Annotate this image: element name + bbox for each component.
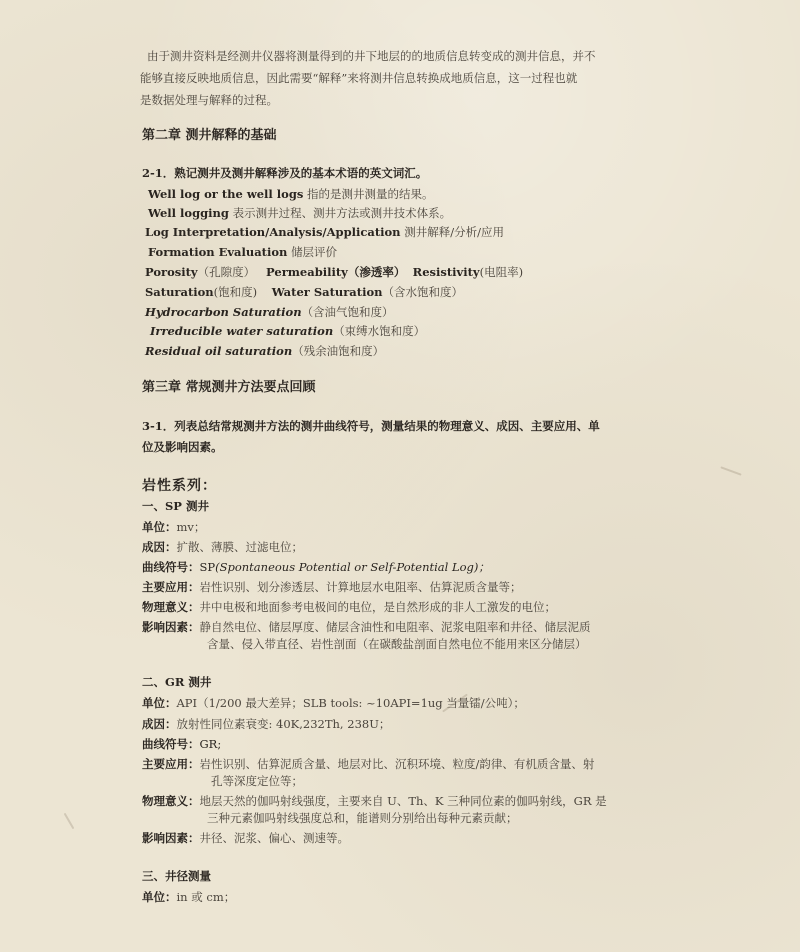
gr-cause: [142, 716, 390, 732]
field-value: 扩散、薄膜、过滤电位；: [176, 540, 303, 554]
field-label: 单位：: [142, 696, 177, 710]
field-value: 地层天然的伽吗射线强度，主要来自 U、Th、K 三种同位素的伽吗射线，GR 是: [199, 794, 607, 808]
term-zh: （含水饱和度）: [382, 285, 463, 299]
section-3-1-line-2: 位及影响因素。: [142, 440, 223, 454]
field-value: 岩性识别、估算泥质含量、地层对比、沉积环境、粒度/韵律、有机质含量、射: [199, 757, 595, 771]
field-label: 曲线符号：: [142, 737, 200, 751]
field-value: in 或 cm；: [176, 890, 236, 904]
term-zh: (饱和度): [213, 285, 258, 299]
term-en: Formation Evaluation: [148, 245, 288, 259]
field-label: 单位：: [142, 520, 177, 534]
term-en: Hydrocarbon Saturation: [145, 305, 302, 319]
term-en: Well log or the well logs: [148, 187, 304, 201]
term-en: Permeability: [266, 265, 348, 279]
field-value: (Spontaneous Potential or Self-Potential Log)；: [215, 560, 490, 574]
paper-fiber: [720, 466, 741, 475]
chapter-2-title: 第二章 测井解释的基础: [142, 128, 277, 143]
sp-title: 一、SP 测井: [142, 499, 209, 513]
sp-application: [142, 579, 522, 595]
term-row: [148, 205, 451, 221]
gr-influence: [142, 830, 349, 846]
term-en: Residual oil saturation: [145, 344, 293, 358]
term-zh: 测井解释/分析/应用: [404, 225, 504, 239]
sp-cause: [142, 539, 303, 555]
gr-physical-meaning: [142, 793, 607, 809]
sp-physical-meaning: [142, 599, 556, 615]
field-value: 岩性识别、划分渗透层、计算地层水电阻率、估算泥质含量等；: [199, 580, 522, 594]
field-value: 放射性同位素衰变: 40K,232Th, 238U；: [176, 717, 391, 731]
term-row: [148, 244, 337, 260]
field-label: 单位：: [142, 890, 177, 904]
field-label: 曲线符号：: [142, 560, 200, 574]
field-label: 物理意义：: [142, 794, 200, 808]
term-row-saturation: [145, 284, 463, 300]
term-zh: 储层评价: [291, 245, 338, 259]
field-value: API（1/200 最大差异；SLB tools: ~10API=1ug 当量镭/公吨）；: [176, 696, 525, 710]
term-en: Porosity: [145, 265, 198, 279]
section-2-1-heading: 2-1．熟记测井及测井解释涉及的基本术语的英文词汇。: [142, 166, 428, 180]
sp-symbol: [142, 559, 490, 575]
term-en: Saturation: [145, 285, 214, 299]
field-label: 影响因素：: [142, 620, 200, 634]
field-label: 物理意义：: [142, 600, 200, 614]
term-zh: （渗透率）: [347, 265, 406, 279]
gr-title: 二、GR 测井: [142, 675, 212, 689]
term-zh: （残余油饱和度）: [292, 344, 385, 358]
term-zh: （含油气饱和度）: [301, 305, 394, 319]
field-value: 井径、泥浆、偏心、测速等。: [199, 831, 349, 845]
term-en: Water Saturation: [271, 285, 383, 299]
field-value: GR;: [199, 737, 222, 751]
field-label: 主要应用：: [142, 580, 200, 594]
field-value: 静自然电位、储层厚度、储层含油性和电阻率、泥浆电阻率和井径、储层泥质: [199, 620, 591, 634]
caliper-title: 三、井径测量: [142, 869, 211, 883]
section-3-1-line-1: 3-1．列表总结常规测井方法的测井曲线符号，测量结果的物理意义、成因、主要应用、单: [142, 419, 600, 433]
field-value: SP: [199, 560, 216, 574]
term-row: [145, 224, 504, 240]
series-heading: 岩性系列：: [142, 478, 217, 494]
field-value: 井中电极和地面参考电极间的电位，是自然形成的非人工激发的电位；: [199, 600, 556, 614]
gr-unit: [142, 695, 525, 711]
sp-influence-cont: 含量、侵入带直径、岩性剖面（在碳酸盐剖面自然电位不能用来区分储层）: [207, 637, 587, 651]
gr-application-cont: 孔等深度定位等；: [211, 774, 303, 788]
term-row-porosity: [145, 264, 523, 280]
term-row: [148, 186, 434, 202]
intro-line-3: 是数据处理与解释的过程。: [140, 93, 278, 107]
term-en: Well logging: [148, 206, 229, 220]
paper-fiber: [64, 813, 75, 830]
term-row: [150, 323, 425, 339]
field-label: 影响因素：: [142, 831, 200, 845]
term-zh: 表示测井过程、测井方法或测井技术体系。: [232, 206, 452, 220]
caliper-unit: [142, 889, 235, 905]
field-label: 成因：: [142, 540, 177, 554]
sp-influence: [142, 619, 591, 635]
term-en: Irreducible water saturation: [150, 324, 334, 338]
term-en: Log Interpretation/Analysis/Application: [145, 225, 401, 239]
term-row: [145, 304, 394, 320]
intro-line-1: 由于测井资料是经测井仪器将测量得到的井下地层的的地质信息转变成的测井信息，并不: [147, 49, 596, 63]
gr-physical-meaning-cont: 三种元素伽吗射线强度总和，能谱则分别给出每种元素贡献；: [207, 811, 518, 825]
gr-application: [142, 756, 594, 772]
intro-line-2: 能够直接反映地质信息，因此需要“解释”来将测井信息转换成地质信息，这一过程也就: [140, 71, 578, 85]
term-en: Resistivity: [412, 265, 480, 279]
term-zh: (电阻率): [479, 265, 524, 279]
term-row: [145, 343, 384, 359]
field-label: 主要应用：: [142, 757, 200, 771]
term-zh: （孔隙度）: [197, 265, 256, 279]
chapter-3-title: 第三章 常规测井方法要点回顾: [142, 380, 316, 395]
gr-symbol: [142, 736, 221, 752]
term-zh: （束缚水饱和度）: [333, 324, 426, 338]
term-zh: 指的是测井测量的结果。: [307, 187, 434, 201]
field-value: mv；: [176, 520, 206, 534]
sp-unit: [142, 519, 205, 535]
field-label: 成因：: [142, 717, 177, 731]
